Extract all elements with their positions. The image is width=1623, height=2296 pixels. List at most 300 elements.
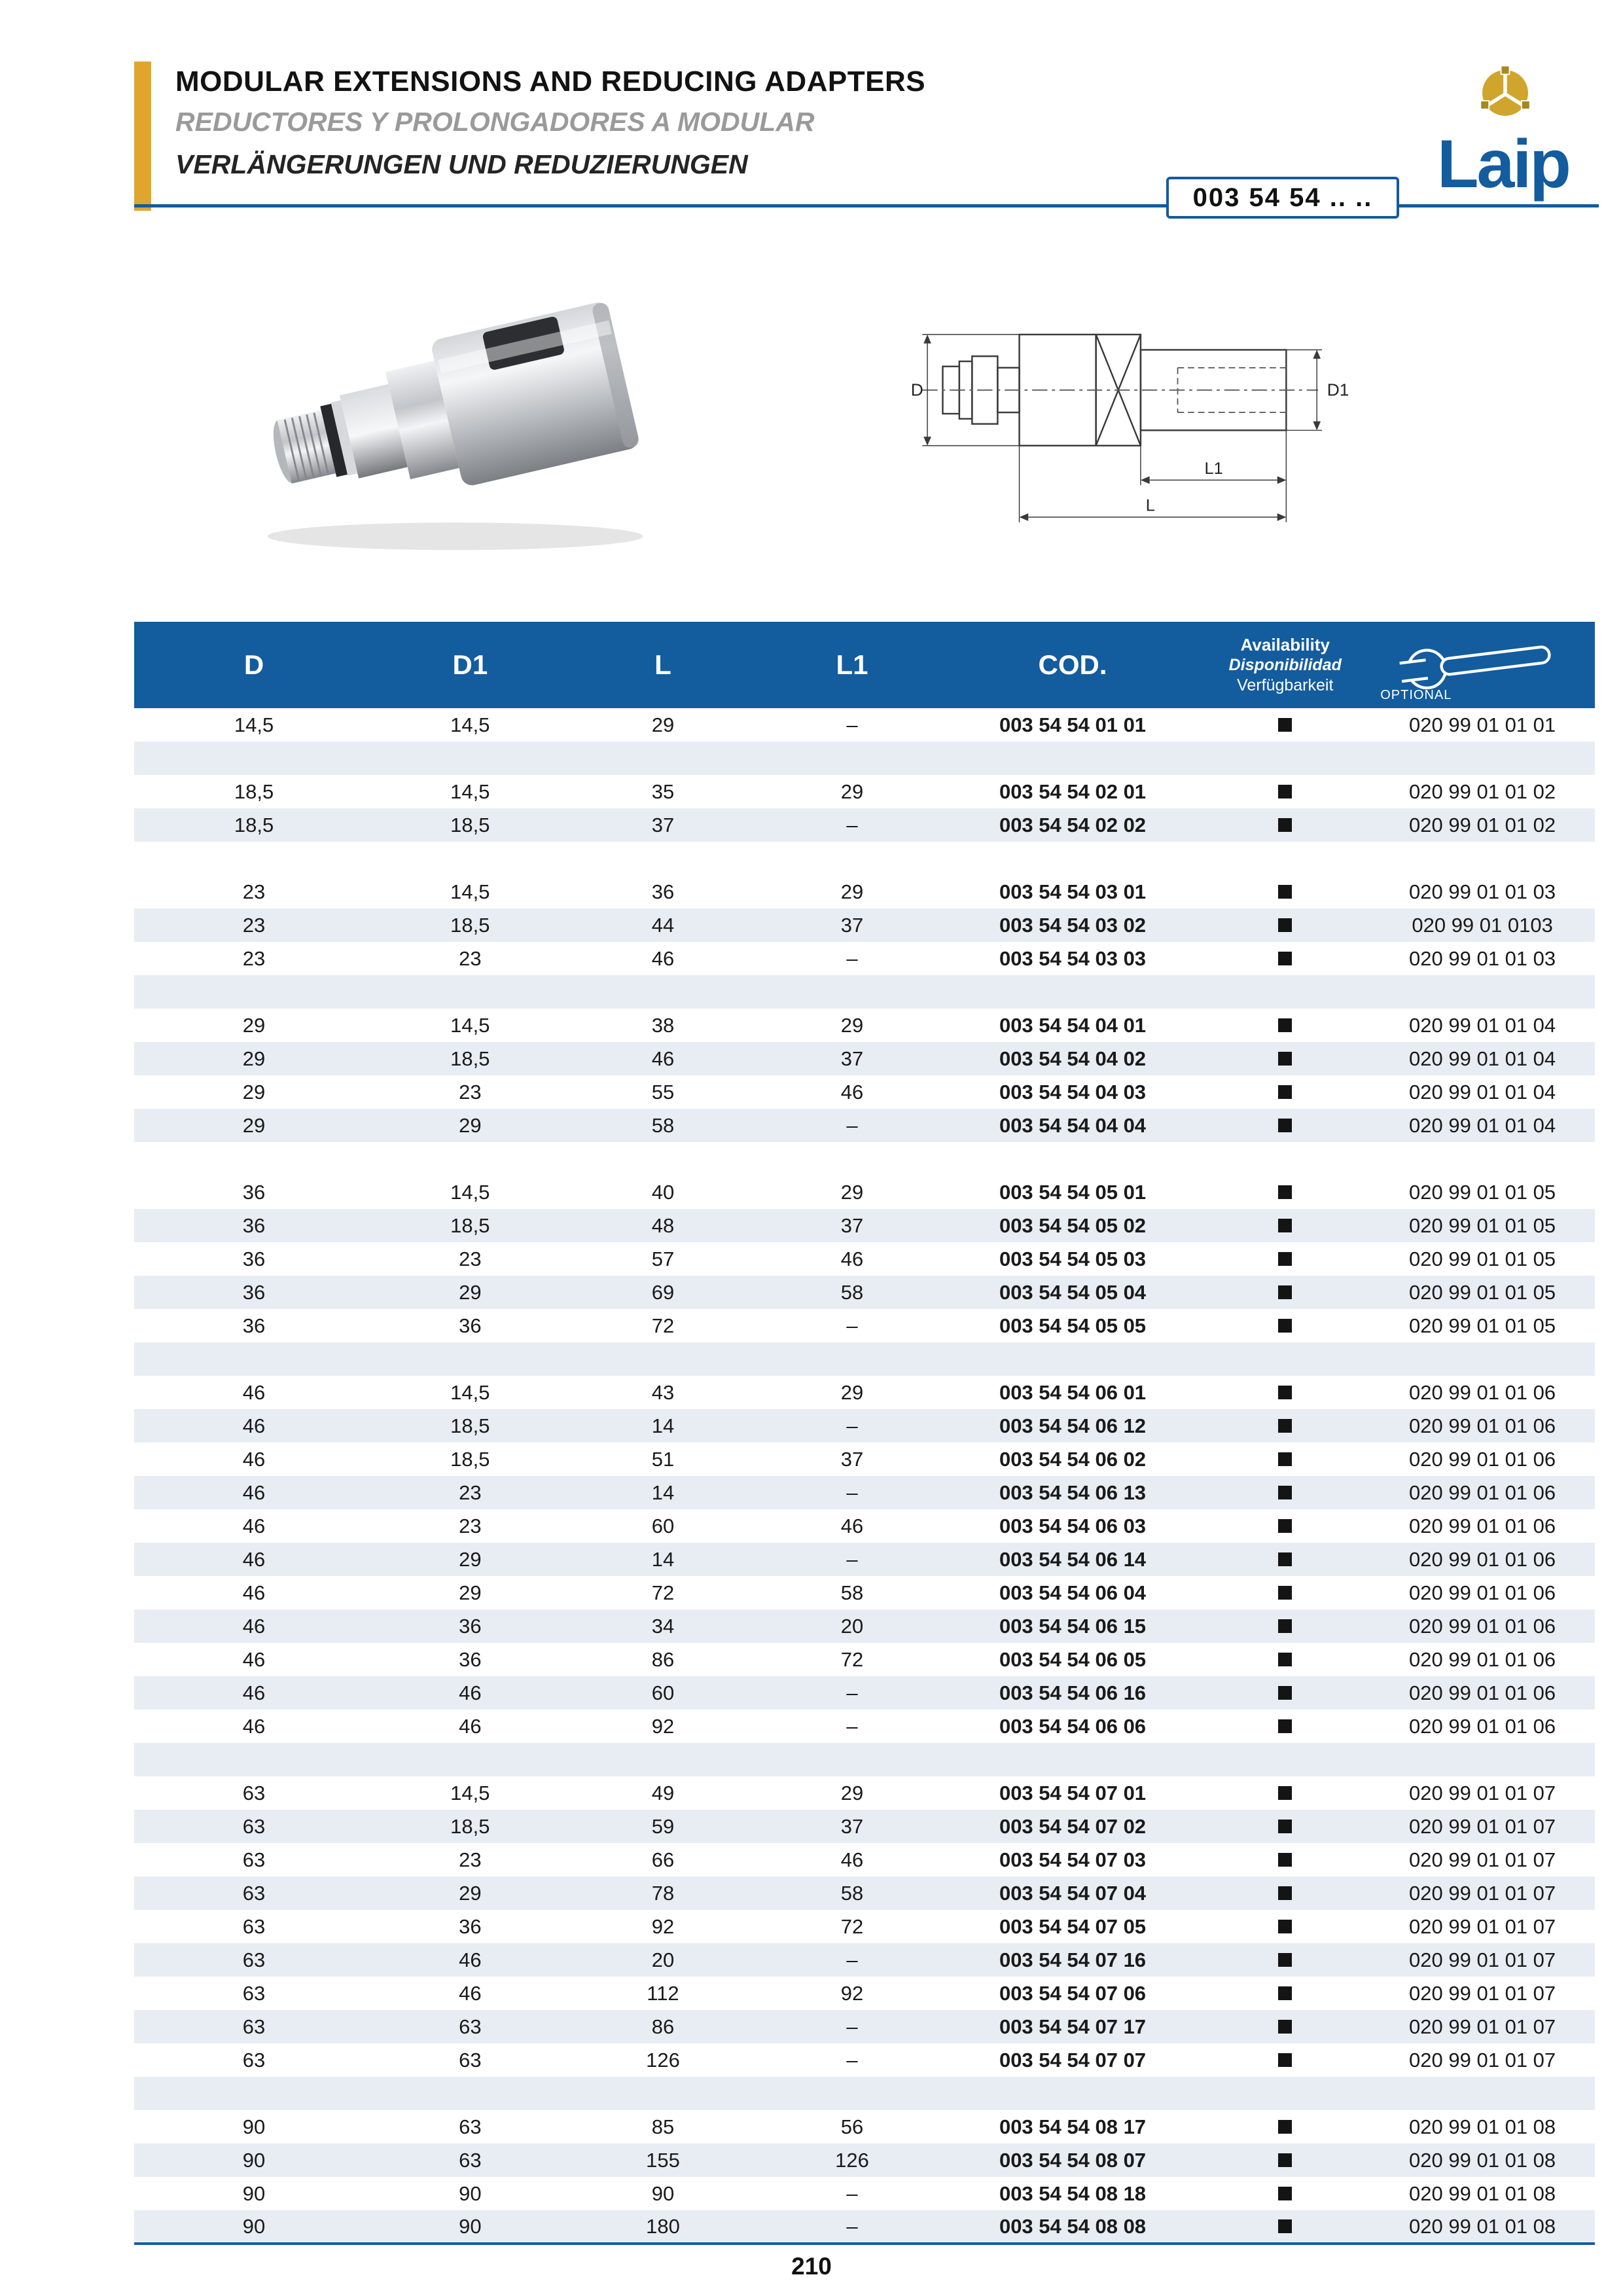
optional-code-cell: 020 99 01 01 06 <box>1409 1547 1556 1571</box>
table-row <box>134 1710 1595 1743</box>
l1-cell: 29 <box>840 1781 864 1804</box>
optional-code-cell: 020 99 01 01 05 <box>1409 1213 1556 1237</box>
table-row <box>134 1910 1595 1943</box>
cod-cell: 003 54 54 04 02 <box>999 1047 1147 1070</box>
separator-cell <box>134 2077 1595 2110</box>
technical-drawing <box>903 275 1427 556</box>
availability-square <box>1278 2020 1292 2034</box>
availability-square <box>1278 1820 1292 1833</box>
cod-cell: 003 54 54 03 02 <box>999 913 1147 937</box>
availability-square <box>1278 785 1292 798</box>
l-cell: 72 <box>651 1314 675 1337</box>
col-header-d: D <box>134 622 374 708</box>
cod-cell: 003 54 54 05 02 <box>999 1213 1147 1237</box>
optional-code-cell: 020 99 01 01 03 <box>1409 946 1556 970</box>
page-number: 210 <box>791 2253 832 2280</box>
availability-label-de: Verfügbarkeit <box>1237 676 1334 695</box>
l1-cell: 29 <box>840 1380 864 1404</box>
separator-row <box>134 1743 1595 1776</box>
table-row <box>134 1276 1595 1309</box>
d-cell: 14,5 <box>234 713 274 736</box>
l-cell: 34 <box>651 1614 675 1638</box>
l1-cell: – <box>846 1948 858 1971</box>
separator-cell <box>134 975 1595 1009</box>
table-row <box>134 1643 1595 1676</box>
availability-cell <box>1200 1109 1370 1142</box>
d1-cell: 23 <box>459 1480 482 1504</box>
optional-code-cell: 020 99 01 01 02 <box>1409 780 1556 803</box>
l-cell: 48 <box>651 1213 675 1237</box>
col-header-cod: COD. <box>945 622 1201 708</box>
l1-cell: – <box>846 2181 858 2205</box>
d1-cell: 14,5 <box>450 780 490 803</box>
availability-cell <box>1200 2210 1370 2244</box>
l-cell: 92 <box>651 1714 675 1738</box>
d1-cell: 14,5 <box>450 1781 490 1804</box>
cod-cell: 003 54 54 03 03 <box>999 946 1147 970</box>
d-cell: 36 <box>242 1280 266 1304</box>
l1-cell: 29 <box>840 1013 864 1037</box>
availability-square <box>1278 1119 1292 1132</box>
l1-cell: – <box>846 946 858 970</box>
l1-cell: 37 <box>840 1047 864 1070</box>
d1-cell: 63 <box>459 2148 482 2172</box>
availability-square <box>1278 718 1292 732</box>
d-cell: 63 <box>242 1781 266 1804</box>
l1-cell: – <box>846 1113 858 1137</box>
cod-cell: 003 54 54 05 01 <box>999 1180 1147 1204</box>
l-cell: 86 <box>651 1647 675 1671</box>
d1-cell: 36 <box>459 1647 482 1671</box>
table-row <box>134 1543 1595 1576</box>
availability-cell <box>1200 1943 1370 1977</box>
d-cell: 63 <box>242 1914 266 1938</box>
cod-cell: 003 54 54 06 15 <box>999 1614 1147 1638</box>
d1-cell: 23 <box>459 1848 482 1871</box>
table-row <box>134 1376 1595 1409</box>
optional-code-cell: 020 99 01 01 07 <box>1409 1981 1556 2005</box>
l-cell: 59 <box>651 1814 675 1838</box>
cod-cell: 003 54 54 07 05 <box>999 1914 1147 1938</box>
l-cell: 36 <box>651 880 675 903</box>
availability-cell <box>1200 1309 1370 1342</box>
d-cell: 63 <box>242 2048 266 2072</box>
accent-bar <box>134 62 151 211</box>
l-cell: 60 <box>651 1681 675 1704</box>
availability-cell <box>1200 775 1370 808</box>
l-cell: 60 <box>651 1514 675 1537</box>
cod-cell: 003 54 54 06 02 <box>999 1447 1147 1471</box>
d-cell: 29 <box>242 1113 266 1137</box>
availability-cell <box>1200 1543 1370 1576</box>
optional-code-cell: 020 99 01 01 05 <box>1409 1180 1556 1204</box>
cod-cell: 003 54 54 06 01 <box>999 1380 1147 1404</box>
d1-cell: 18,5 <box>450 1814 490 1838</box>
availability-label-en: Availability <box>1240 634 1330 655</box>
d-cell: 90 <box>242 2181 266 2205</box>
availability-square <box>1278 1886 1292 1900</box>
separator-cell <box>134 842 1595 875</box>
availability-label-es: Disponibilidad <box>1228 656 1342 674</box>
cod-cell: 003 54 54 06 04 <box>999 1581 1147 1604</box>
optional-code-cell: 020 99 01 01 06 <box>1409 1647 1556 1671</box>
availability-cell <box>1200 1710 1370 1743</box>
l-cell: 57 <box>651 1247 675 1270</box>
spec-table <box>134 622 1595 2245</box>
dim-label-l: L <box>1145 496 1155 515</box>
col-header-d1: D1 <box>374 622 567 708</box>
l-cell: 51 <box>651 1447 675 1471</box>
table-row <box>134 2043 1595 2077</box>
l1-cell: – <box>846 1480 858 1504</box>
cod-cell: 003 54 54 08 08 <box>999 2214 1147 2238</box>
optional-code-cell: 020 99 01 01 04 <box>1409 1047 1556 1070</box>
l-cell: 14 <box>651 1547 675 1571</box>
table-row <box>134 1042 1595 1075</box>
l-cell: 46 <box>651 1047 675 1070</box>
availability-cell <box>1200 1009 1370 1042</box>
d1-cell: 14,5 <box>450 1013 490 1037</box>
l1-cell: 46 <box>840 1247 864 1270</box>
d-cell: 29 <box>242 1047 266 1070</box>
d-cell: 46 <box>242 1514 266 1537</box>
availability-square <box>1278 952 1292 965</box>
availability-cell <box>1200 1175 1370 1209</box>
l-cell: 72 <box>651 1581 675 1604</box>
l1-cell: 58 <box>840 1581 864 1604</box>
cod-cell: 003 54 54 02 01 <box>999 780 1147 803</box>
table-row <box>134 1175 1595 1209</box>
d-cell: 36 <box>242 1247 266 1270</box>
d1-cell: 29 <box>459 1581 482 1604</box>
d1-cell: 14,5 <box>450 880 490 903</box>
availability-square <box>1278 1185 1292 1199</box>
d-cell: 63 <box>242 1881 266 1905</box>
cod-cell: 003 54 54 06 16 <box>999 1681 1147 1704</box>
table-row <box>134 1776 1595 1810</box>
d1-cell: 90 <box>459 2214 482 2238</box>
availability-square <box>1278 1986 1292 2000</box>
table-row <box>134 1476 1595 1509</box>
l1-cell: 46 <box>840 1080 864 1103</box>
availability-cell <box>1200 1409 1370 1443</box>
cod-cell: 003 54 54 07 01 <box>999 1781 1147 1804</box>
d1-cell: 63 <box>459 2048 482 2072</box>
d1-cell: 36 <box>459 1314 482 1337</box>
availability-cell <box>1200 2043 1370 2077</box>
d1-cell: 29 <box>459 1280 482 1304</box>
table-row <box>134 808 1595 842</box>
table-row <box>134 1509 1595 1543</box>
d1-cell: 36 <box>459 1614 482 1638</box>
optional-code-cell: 020 99 01 01 06 <box>1409 1380 1556 1404</box>
d-cell: 46 <box>242 1447 266 1471</box>
optional-code-cell: 020 99 01 01 06 <box>1409 1714 1556 1738</box>
brand-logo <box>1437 63 1601 207</box>
table-row <box>134 1943 1595 1977</box>
availability-cell <box>1200 2110 1370 2144</box>
table-row <box>134 1409 1595 1443</box>
availability-cell <box>1200 1810 1370 1843</box>
availability-square <box>1278 1953 1292 1967</box>
availability-cell <box>1200 875 1370 908</box>
table-header-row <box>134 622 1595 708</box>
cod-cell: 003 54 54 08 17 <box>999 2115 1147 2138</box>
table-row <box>134 1977 1595 2010</box>
availability-cell <box>1200 1242 1370 1276</box>
optional-code-cell: 020 99 01 01 07 <box>1409 1881 1556 1905</box>
availability-square <box>1278 2120 1292 2134</box>
d1-cell: 14,5 <box>450 1380 490 1404</box>
cod-cell: 003 54 54 03 01 <box>999 880 1147 903</box>
optional-code-cell: 020 99 01 01 06 <box>1409 1414 1556 1437</box>
table-row <box>134 1876 1595 1910</box>
optional-label: OPTIONAL <box>1380 688 1452 702</box>
availability-cell <box>1200 1443 1370 1476</box>
l-cell: 14 <box>651 1480 675 1504</box>
d1-cell: 23 <box>459 1514 482 1537</box>
table-row <box>134 908 1595 942</box>
cod-cell: 003 54 54 05 05 <box>999 1314 1147 1337</box>
separator-row <box>134 1142 1595 1175</box>
l1-cell: – <box>846 2015 858 2038</box>
availability-cell <box>1200 942 1370 975</box>
cod-cell: 003 54 54 08 07 <box>999 2148 1147 2172</box>
l1-cell: 56 <box>840 2115 864 2138</box>
d-cell: 36 <box>242 1213 266 1237</box>
availability-square <box>1278 1552 1292 1566</box>
availability-square <box>1278 1085 1292 1099</box>
dim-label-d1: D1 <box>1327 380 1349 400</box>
l1-cell: 46 <box>840 1514 864 1537</box>
d-cell: 36 <box>242 1180 266 1204</box>
optional-code-cell: 020 99 01 01 05 <box>1409 1314 1556 1337</box>
d-cell: 63 <box>242 1848 266 1871</box>
d-cell: 90 <box>242 2115 266 2138</box>
l-cell: 20 <box>651 1948 675 1971</box>
availability-cell <box>1200 1977 1370 2010</box>
d-cell: 63 <box>242 1948 266 1971</box>
table-row <box>134 2010 1595 2043</box>
d-cell: 90 <box>242 2148 266 2172</box>
table-row <box>134 2210 1595 2244</box>
d-cell: 23 <box>242 946 266 970</box>
table-row <box>134 2110 1595 2144</box>
availability-square <box>1278 1319 1292 1333</box>
availability-cell <box>1200 2144 1370 2177</box>
d-cell: 63 <box>242 2015 266 2038</box>
optional-code-cell: 020 99 01 01 07 <box>1409 1914 1556 1938</box>
separator-row <box>134 1342 1595 1376</box>
optional-code-cell: 020 99 01 01 07 <box>1409 1814 1556 1838</box>
brand-name: Laip <box>1437 126 1569 202</box>
d1-cell: 14,5 <box>450 713 490 736</box>
availability-square <box>1278 2153 1292 2167</box>
table-row <box>134 1109 1595 1142</box>
optional-code-cell: 020 99 01 01 07 <box>1409 2015 1556 2038</box>
l1-cell: – <box>846 2048 858 2072</box>
l-cell: 90 <box>651 2181 675 2205</box>
availability-square <box>1278 1920 1292 1933</box>
d-cell: 18,5 <box>234 780 274 803</box>
d-cell: 46 <box>242 1547 266 1571</box>
availability-cell <box>1200 2010 1370 2043</box>
l-cell: 86 <box>651 2015 675 2038</box>
page-title-en: MODULAR EXTENSIONS AND REDUCING ADAPTERS <box>175 65 926 98</box>
availability-square <box>1278 1786 1292 1800</box>
table-row <box>134 2144 1595 2177</box>
availability-cell <box>1200 708 1370 742</box>
separator-row <box>134 842 1595 875</box>
d-cell: 63 <box>242 1981 266 2005</box>
d-cell: 36 <box>242 1314 266 1337</box>
d-cell: 46 <box>242 1380 266 1404</box>
l-cell: 155 <box>646 2148 680 2172</box>
dim-label-d: D <box>910 380 923 400</box>
availability-cell <box>1200 808 1370 842</box>
separator-cell <box>134 1342 1595 1376</box>
d-cell: 46 <box>242 1581 266 1604</box>
table-row <box>134 942 1595 975</box>
l-cell: 69 <box>651 1280 675 1304</box>
availability-square <box>1278 1519 1292 1533</box>
availability-square <box>1278 2053 1292 2067</box>
availability-cell <box>1200 1643 1370 1676</box>
l-cell: 40 <box>651 1180 675 1204</box>
table-row <box>134 875 1595 908</box>
d-cell: 46 <box>242 1414 266 1437</box>
l-cell: 92 <box>651 1914 675 1938</box>
optional-code-cell: 020 99 01 01 06 <box>1409 1447 1556 1471</box>
availability-square <box>1278 818 1292 832</box>
l1-cell: 46 <box>840 1848 864 1871</box>
availability-square <box>1278 1719 1292 1733</box>
l-cell: 29 <box>651 713 675 736</box>
cod-cell: 003 54 54 08 18 <box>999 2181 1147 2205</box>
d1-cell: 46 <box>459 1981 482 2005</box>
l-cell: 44 <box>651 913 675 937</box>
optional-code-cell: 020 99 01 01 08 <box>1409 2148 1556 2172</box>
optional-code-cell: 020 99 01 01 06 <box>1409 1514 1556 1537</box>
cod-cell: 003 54 54 06 14 <box>999 1547 1147 1571</box>
d1-cell: 23 <box>459 1080 482 1103</box>
page-title-de: VERLÄNGERUNGEN UND REDUZIERUNGEN <box>175 149 748 179</box>
l-cell: 112 <box>647 1981 679 2005</box>
table-row <box>134 1009 1595 1042</box>
d-cell: 29 <box>242 1080 266 1103</box>
col-header-availability <box>1200 622 1370 708</box>
d-cell: 29 <box>242 1013 266 1037</box>
l1-cell: 72 <box>840 1647 864 1671</box>
availability-cell <box>1200 1476 1370 1509</box>
cod-cell: 003 54 54 04 01 <box>999 1013 1147 1037</box>
availability-square <box>1278 1653 1292 1666</box>
table-row <box>134 1309 1595 1342</box>
l-cell: 66 <box>651 1848 675 1871</box>
availability-cell <box>1200 1910 1370 1943</box>
l1-cell: – <box>846 713 858 736</box>
optional-code-cell: 020 99 01 01 05 <box>1409 1247 1556 1270</box>
l-cell: 78 <box>651 1881 675 1905</box>
l1-cell: 37 <box>840 913 864 937</box>
table-row <box>134 1576 1595 1609</box>
d1-cell: 18,5 <box>450 913 490 937</box>
table-row <box>134 1676 1595 1710</box>
cod-cell: 003 54 54 07 07 <box>999 2048 1147 2072</box>
table-row <box>134 1209 1595 1242</box>
l1-cell: – <box>846 1714 858 1738</box>
d1-cell: 29 <box>459 1881 482 1905</box>
availability-square <box>1278 1386 1292 1399</box>
optional-code-cell: 020 99 01 01 02 <box>1409 813 1556 836</box>
optional-code-cell: 020 99 01 01 06 <box>1409 1581 1556 1604</box>
l1-cell: 29 <box>840 1180 864 1204</box>
d1-cell: 46 <box>459 1948 482 1971</box>
optional-code-cell: 020 99 01 01 08 <box>1409 2115 1556 2138</box>
availability-cell <box>1200 1843 1370 1876</box>
separator-row <box>134 975 1595 1009</box>
d1-cell: 23 <box>459 1247 482 1270</box>
d1-cell: 14,5 <box>450 1180 490 1204</box>
d1-cell: 46 <box>459 1681 482 1704</box>
availability-square <box>1278 885 1292 899</box>
d1-cell: 36 <box>459 1914 482 1938</box>
table-body <box>134 708 1595 2244</box>
l1-cell: 29 <box>840 880 864 903</box>
availability-cell <box>1200 1075 1370 1109</box>
l1-cell: 92 <box>840 1981 864 2005</box>
table-row <box>134 1609 1595 1643</box>
d-cell: 46 <box>242 1647 266 1671</box>
cod-cell: 003 54 54 07 03 <box>999 1848 1147 1871</box>
availability-cell <box>1200 2177 1370 2210</box>
d1-cell: 18,5 <box>450 1213 490 1237</box>
table-row <box>134 1843 1595 1876</box>
cod-cell: 003 54 54 04 04 <box>999 1113 1147 1137</box>
availability-square <box>1278 1686 1292 1700</box>
cod-cell: 003 54 54 05 03 <box>999 1247 1147 1270</box>
d-cell: 46 <box>242 1614 266 1638</box>
availability-cell <box>1200 908 1370 942</box>
brand-globe-icon <box>1475 63 1535 123</box>
l-cell: 126 <box>646 2048 680 2072</box>
l1-cell: 37 <box>840 1213 864 1237</box>
d1-cell: 63 <box>459 2115 482 2138</box>
separator-row <box>134 742 1595 775</box>
l1-cell: – <box>846 2214 858 2238</box>
l-cell: 55 <box>651 1080 675 1103</box>
d-cell: 63 <box>242 1814 266 1838</box>
table-row <box>134 2177 1595 2210</box>
l1-cell: – <box>846 813 858 836</box>
availability-cell <box>1200 1776 1370 1810</box>
cod-cell: 003 54 54 07 02 <box>999 1814 1147 1838</box>
d-cell: 46 <box>242 1714 266 1738</box>
d1-cell: 63 <box>459 2015 482 2038</box>
availability-square <box>1278 1285 1292 1299</box>
l1-cell: – <box>846 1681 858 1704</box>
product-code-box: 003 54 54 .. .. <box>1166 177 1399 219</box>
optional-code-cell: 020 99 01 01 04 <box>1409 1080 1556 1103</box>
optional-code-cell: 020 99 01 01 03 <box>1409 880 1556 903</box>
optional-code-cell: 020 99 01 01 08 <box>1409 2214 1556 2238</box>
d-cell: 46 <box>242 1681 266 1704</box>
l-cell: 14 <box>651 1414 675 1437</box>
l1-cell: 58 <box>840 1881 864 1905</box>
optional-code-cell: 020 99 01 01 04 <box>1409 1013 1556 1037</box>
availability-cell <box>1200 1676 1370 1710</box>
l1-cell: 126 <box>835 2148 869 2172</box>
